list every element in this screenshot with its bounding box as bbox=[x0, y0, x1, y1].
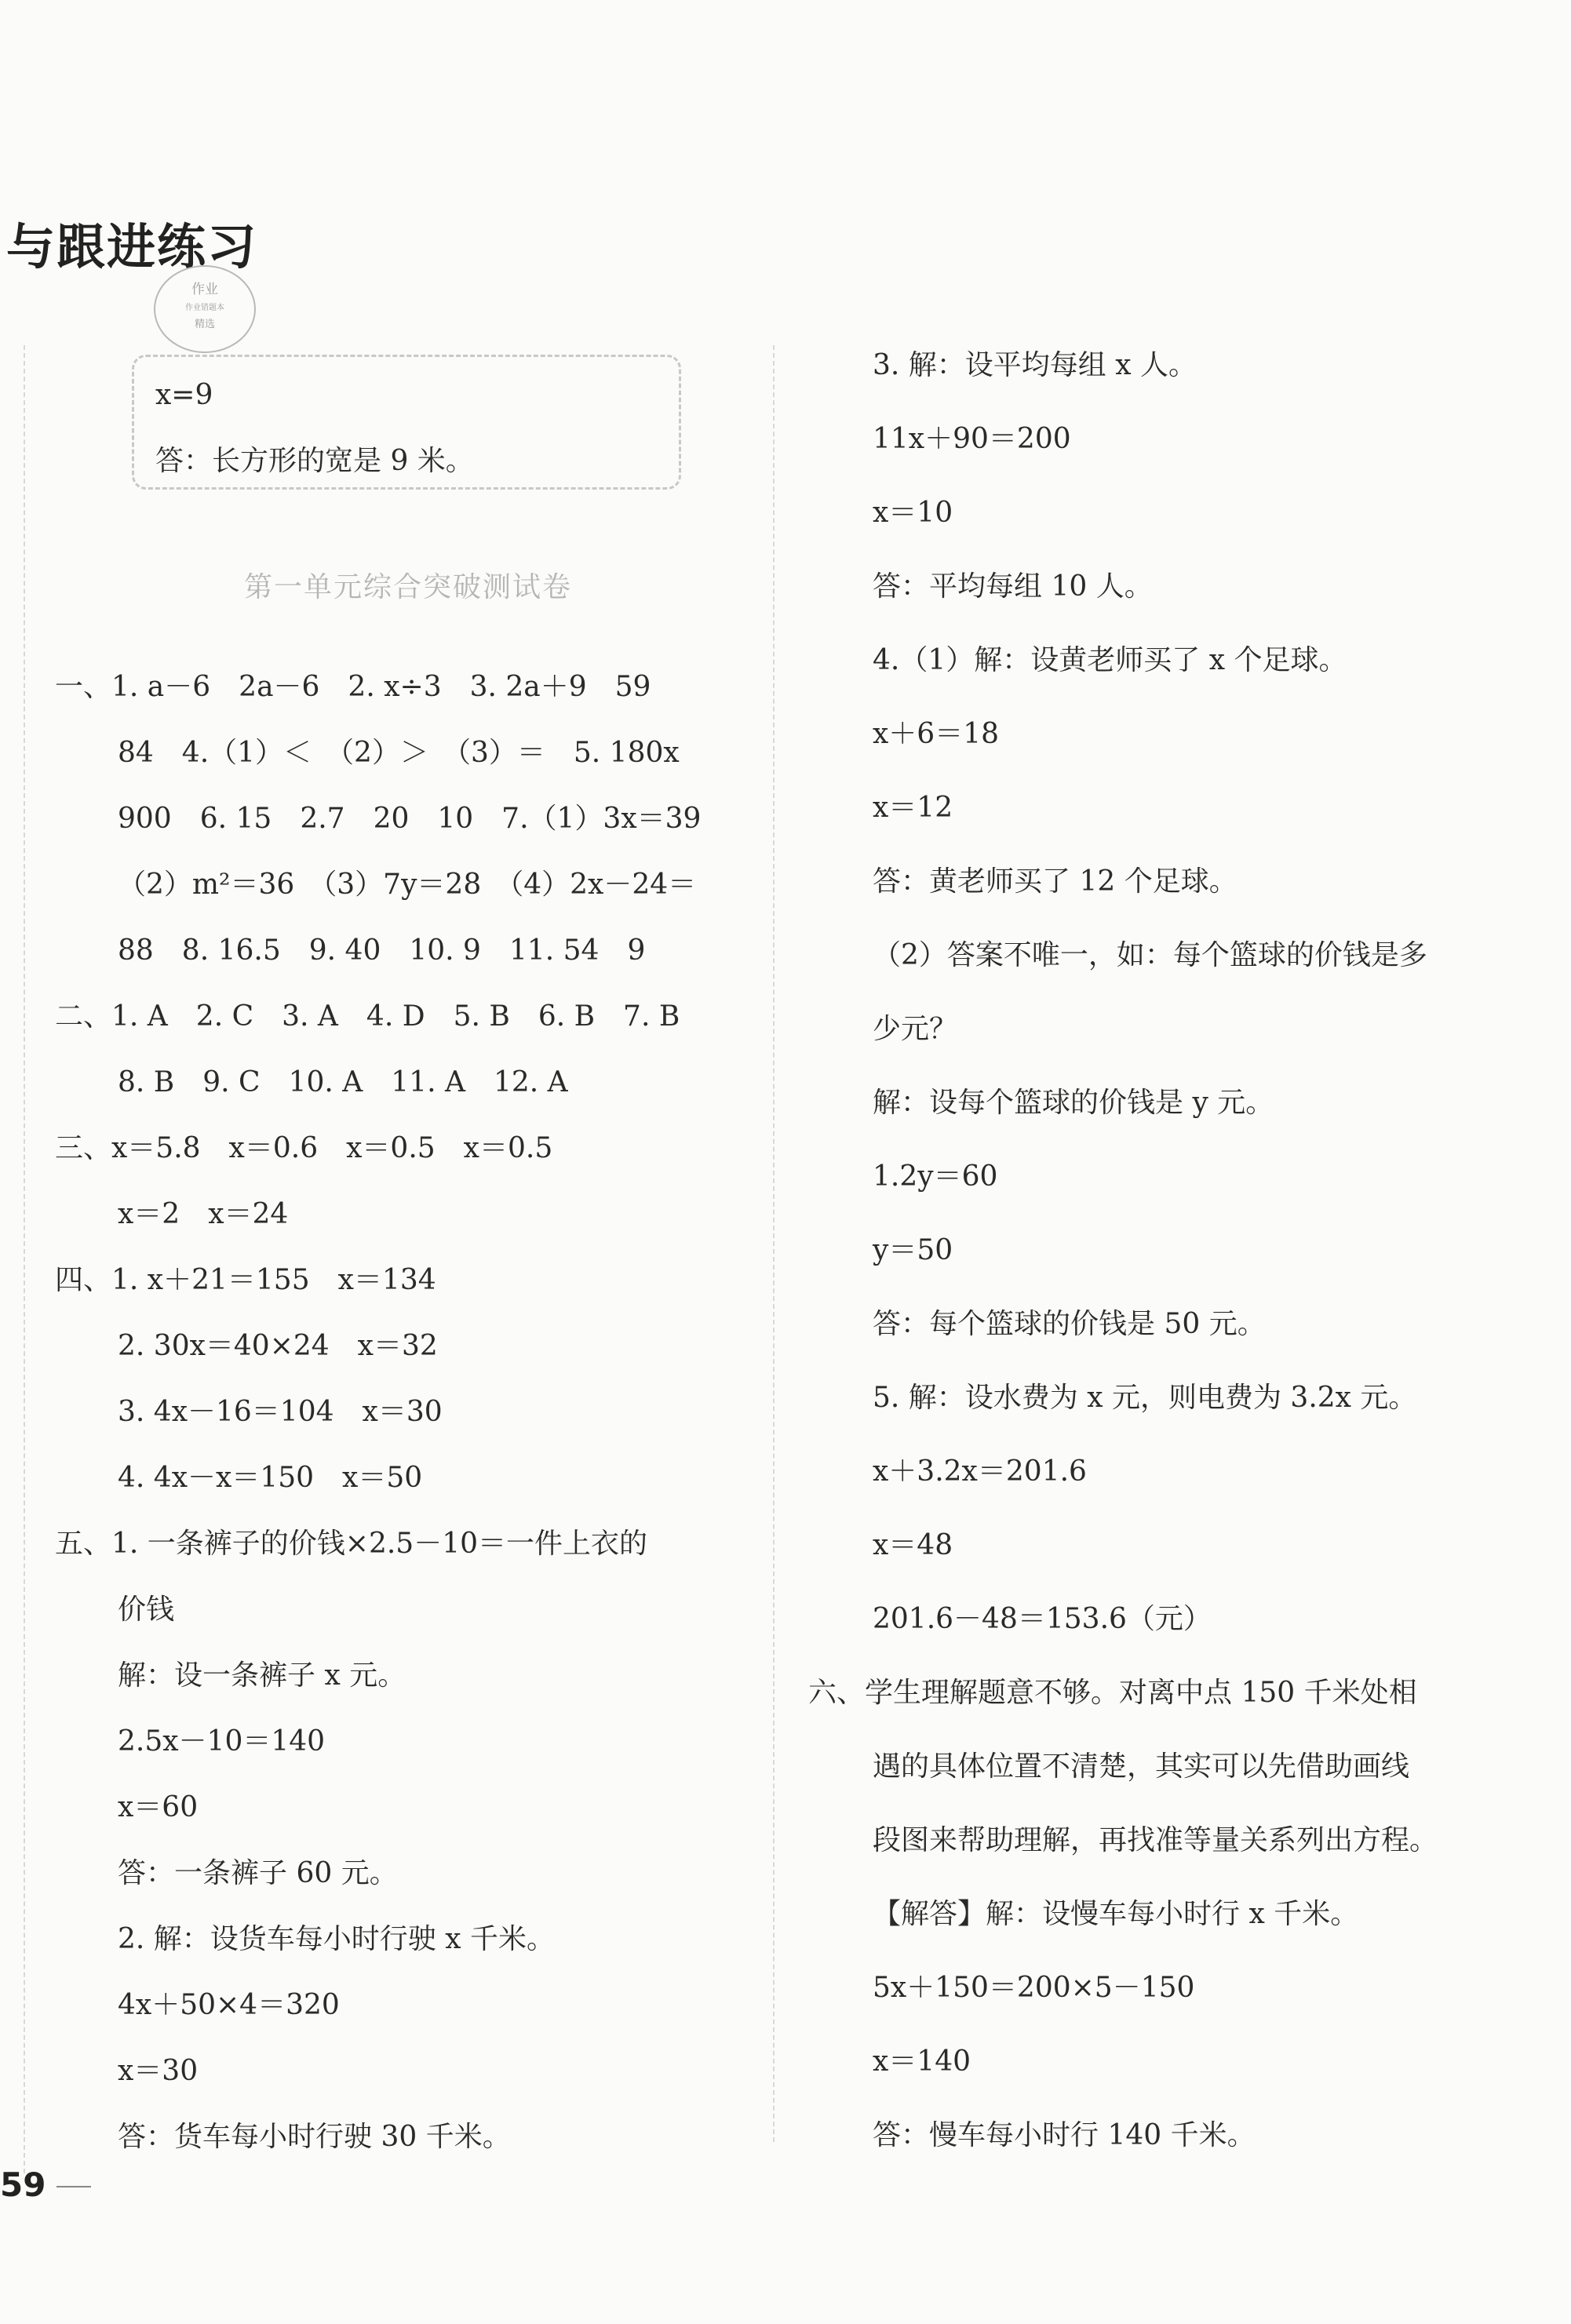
answer-line: 2.5x－10＝140 bbox=[118, 1725, 326, 1758]
answer-line: x＝10 bbox=[873, 497, 953, 529]
answer-line: 4.（1）解：设黄老师买了 x 个足球。 bbox=[873, 644, 1347, 676]
answer-line: x＝12 bbox=[873, 792, 953, 824]
box-line: 答：长方形的宽是 9 米。 bbox=[155, 445, 474, 477]
answer-line: 2. 30x＝40×24 x＝32 bbox=[118, 1330, 438, 1362]
answer-line: 5. 解：设水费为 x 元，则电费为 3.2x 元。 bbox=[873, 1382, 1417, 1414]
answer-line: 答：货车每小时行驶 30 千米。 bbox=[118, 2121, 511, 2153]
answer-line: 段图来帮助理解，再找准等量关系列出方程。 bbox=[873, 1824, 1438, 1856]
answer-line: 201.6－48＝153.6（元） bbox=[873, 1603, 1212, 1635]
answer-line: x＝30 bbox=[118, 2055, 199, 2087]
answer-line: 解：设一条裤子 x 元。 bbox=[118, 1659, 406, 1692]
left-margin-rule bbox=[24, 345, 25, 2173]
answer-line: 84 4.（1）＜ （2）＞ （3）＝ 5. 180x bbox=[118, 737, 680, 769]
answer-line: 二、1. A 2. C 3. A 4. D 5. B 6. B 7. B bbox=[55, 1000, 680, 1033]
answer-line: 答：慢车每小时行 140 千米。 bbox=[873, 2119, 1256, 2151]
answer-line: 四、1. x＋21＝155 x＝134 bbox=[55, 1264, 436, 1296]
answer-line: 900 6. 15 2.7 20 10 7.（1）3x＝39 bbox=[118, 803, 702, 835]
answer-line: 三、x＝5.8 x＝0.6 x＝0.5 x＝0.5 bbox=[55, 1132, 553, 1164]
answer-line: 88 8. 16.5 9. 40 10. 9 11. 54 9 bbox=[118, 934, 646, 967]
stamp-line-3: 精选 bbox=[194, 319, 215, 330]
answer-line: 一、1. a－6 2a－6 2. x÷3 3. 2a＋9 59 bbox=[55, 671, 651, 703]
answer-line: 五、1. 一条裤子的价钱×2.5－10＝一件上衣的 bbox=[55, 1528, 648, 1560]
column-divider bbox=[773, 345, 775, 2142]
answer-line: 解：设每个篮球的价钱是 y 元。 bbox=[873, 1087, 1274, 1119]
answer-line: 3. 解：设平均每组 x 人。 bbox=[873, 349, 1197, 381]
stamp-line-1: 作业 bbox=[191, 282, 218, 297]
answer-line: 答：一条裤子 60 元。 bbox=[118, 1857, 398, 1889]
answer-line: 遇的具体位置不清楚，其实可以先借助画线 bbox=[873, 1750, 1410, 1783]
page-number: 59 bbox=[0, 2166, 46, 2204]
answer-line: y＝50 bbox=[873, 1234, 953, 1266]
answer-line: 5x＋150＝200×5－150 bbox=[873, 1972, 1195, 2004]
answer-line: x＝140 bbox=[873, 2045, 971, 2078]
answer-line: 答：每个篮球的价钱是 50 元。 bbox=[873, 1308, 1266, 1340]
box-line: x=9 bbox=[155, 379, 213, 411]
answer-line: 1.2y＝60 bbox=[873, 1160, 998, 1193]
answer-line: x＋3.2x＝201.6 bbox=[873, 1455, 1087, 1488]
page-header-title: 与跟进练习 bbox=[6, 218, 258, 275]
stamp-line-2: 作业错题本 bbox=[185, 304, 224, 312]
answer-line: x＝2 x＝24 bbox=[118, 1198, 289, 1230]
answer-line: x＝48 bbox=[873, 1529, 953, 1561]
answer-line: 价钱 bbox=[118, 1594, 175, 1626]
answer-line: x＋6＝18 bbox=[873, 718, 1000, 750]
answer-line: 【解答】解：设慢车每小时行 x 千米。 bbox=[873, 1898, 1359, 1930]
answer-line: （2）答案不唯一，如：每个篮球的价钱是多 bbox=[873, 939, 1427, 971]
page-number-dash bbox=[56, 2186, 91, 2187]
answer-line: x＝60 bbox=[118, 1791, 199, 1823]
answer-line: 答：黄老师买了 12 个足球。 bbox=[873, 865, 1237, 898]
section-title: 第一单元综合突破测试卷 bbox=[243, 571, 572, 603]
answer-line: 3. 4x－16＝104 x＝30 bbox=[118, 1396, 443, 1428]
answer-line: 2. 解：设货车每小时行驶 x 千米。 bbox=[118, 1923, 555, 1955]
answer-line: 答：平均每组 10 人。 bbox=[873, 570, 1153, 603]
answer-line: 少元？ bbox=[873, 1013, 958, 1045]
answer-line: 六、学生理解题意不够。对离中点 150 千米处相 bbox=[808, 1677, 1417, 1709]
answer-line: 4. 4x－x＝150 x＝50 bbox=[118, 1462, 423, 1494]
answer-line: （2）m²＝36 （3）7y＝28 （4）2x－24＝ bbox=[118, 869, 697, 901]
answer-line: 4x＋50×4＝320 bbox=[118, 1989, 340, 2021]
answer-line: 11x＋90＝200 bbox=[873, 423, 1071, 455]
stamp-seal bbox=[154, 265, 256, 353]
answer-line: 8. B 9. C 10. A 11. A 12. A bbox=[118, 1066, 568, 1098]
